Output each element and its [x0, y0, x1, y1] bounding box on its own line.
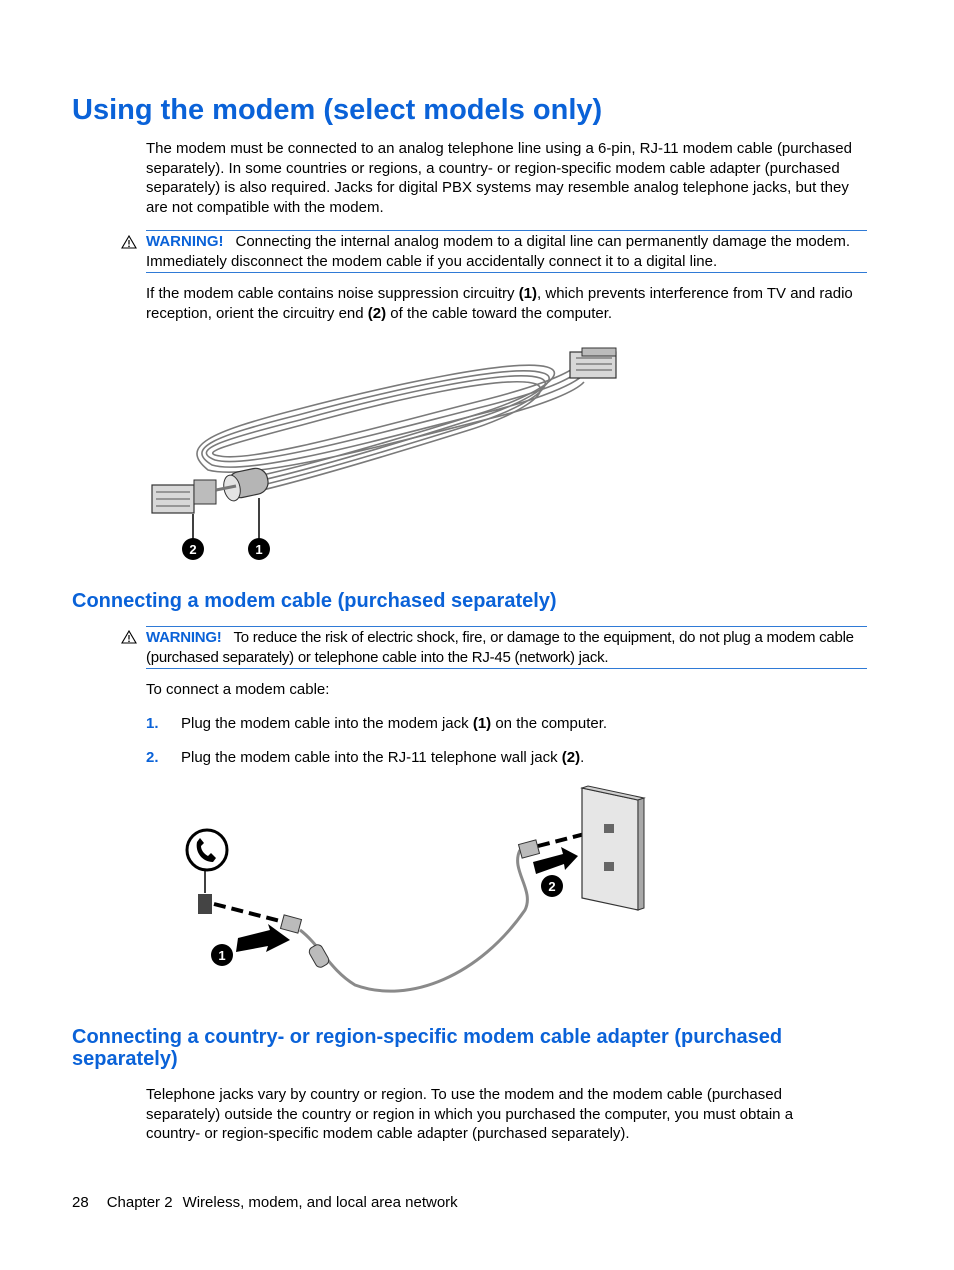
intro-paragraph: The modem must be connected to an analog telephone line using a 6-pin, RJ-11 modem cable (purchased separately). In some countries or regions, a country- or region-specific modem cable adapter (purchased separately) is also required. Jacks for digital PBX systems may resemble analog telephone jacks, but they are not compatible with the modem. [146, 140, 852, 216]
step-text: Plug the modem cable into the RJ-11 telephone wall jack (2). [181, 749, 585, 766]
svg-text:2: 2 [189, 542, 197, 557]
svg-text:1: 1 [218, 948, 226, 963]
step-number: 1. [146, 715, 159, 732]
warning-box [146, 230, 867, 273]
steps-lead: To connect a modem cable: [146, 681, 330, 698]
chapter-label: Chapter 2 [106, 1194, 173, 1211]
rj11-plug-right [570, 348, 616, 378]
warning-text: Connecting the internal analog modem to a digital line can permanently damage the modem. Immediately disconnect the modem cable if you accidentally connect it to a digital line. [146, 233, 851, 270]
step-text: Plug the modem cable into the modem jack (1) on the computer. [181, 715, 608, 732]
step-number: 2. [146, 749, 159, 766]
noise-paragraph: If the modem cable contains noise suppression circuitry (1), which prevents interference from TV and radio reception, orient the circuitry end (2) of the cable toward the computer. [146, 285, 853, 322]
section3-paragraph: Telephone jacks vary by country or region. To use the modem and the modem cable (purchased separately) outside the country or region in which you purchased the computer, you must obtain a country- or region-specific modem cable adapter (purchased separately). [146, 1086, 794, 1142]
warning-text: To reduce the risk of electric shock, fire, or damage to the equipment, do not plug a modem cable (purchased separately) or telephone cable into the RJ-45 (network) jack. [146, 629, 854, 666]
page-title: Using the modem (select models only) [72, 94, 603, 126]
warning-box [146, 626, 867, 669]
telephone-jack-icon [187, 830, 227, 893]
chapter-title: Wireless, modem, and local area network [182, 1194, 458, 1211]
warning-icon [121, 235, 137, 249]
section-heading-connecting-cable: Connecting a modem cable (purchased separately) [72, 590, 557, 612]
page-footer [72, 1193, 458, 1212]
modem-cable-illustration [140, 340, 630, 570]
svg-text:2: 2 [548, 879, 556, 894]
warning-label: WARNING! [146, 629, 222, 646]
svg-text:1: 1 [255, 542, 263, 557]
warning-label: WARNING! [146, 233, 224, 250]
warning-icon [121, 630, 137, 644]
page-number: 28 [72, 1194, 89, 1211]
section-heading-country-adapter: Connecting a country- or region-specific modem cable adapter (purchased separately) [72, 1026, 783, 1070]
modem-connection-illustration [180, 780, 650, 1000]
